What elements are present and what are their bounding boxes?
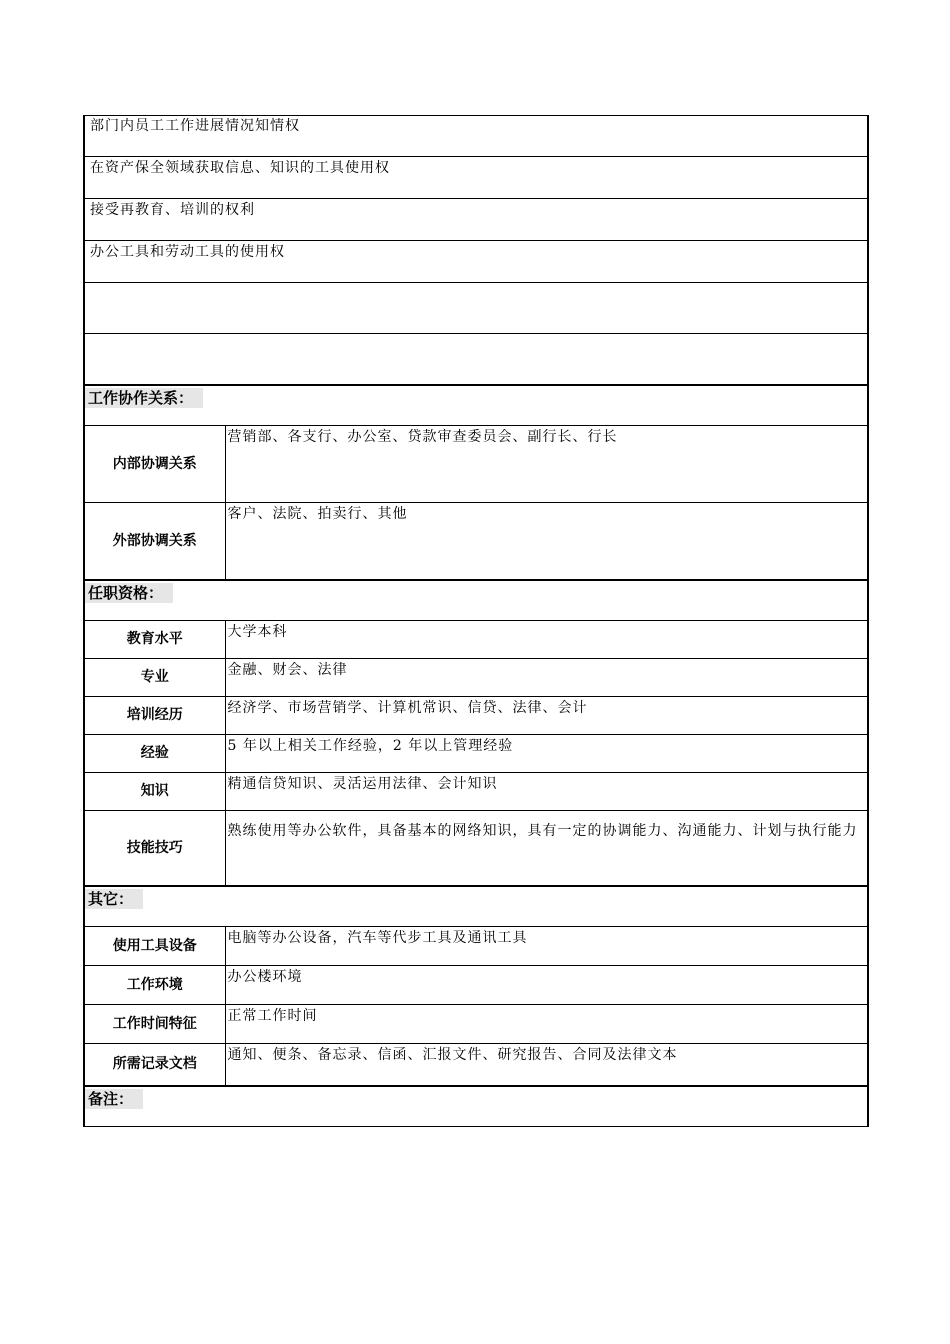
row-label: 内部协调关系 <box>84 426 225 503</box>
rights-cell <box>84 116 868 157</box>
section-title: 备注： <box>85 1089 143 1109</box>
section-title: 其它： <box>85 889 143 909</box>
rights-row <box>84 157 868 199</box>
rights-cell <box>84 283 868 334</box>
row-label: 使用工具设备 <box>84 927 225 966</box>
qualifications-section-header <box>84 580 868 621</box>
row-label: 教育水平 <box>84 620 225 658</box>
section-header-cell <box>84 886 868 927</box>
rights-row <box>84 283 868 334</box>
row-value: 5 年以上相关工作经验，2 年以上管理经验 <box>225 734 868 772</box>
row-label: 经验 <box>84 734 225 772</box>
rights-text: 办公工具和劳动工具的使用权 <box>90 244 285 260</box>
row-label: 技能技巧 <box>84 810 225 886</box>
row-value: 营销部、各支行、办公室、贷款审查委员会、副行长、行长 <box>225 426 868 503</box>
other-row <box>84 1044 868 1086</box>
row-label: 外部协调关系 <box>84 503 225 580</box>
rights-cell <box>84 199 868 241</box>
job-description-form <box>83 115 867 1127</box>
rights-cell <box>84 157 868 199</box>
row-value: 客户、法院、拍卖行、其他 <box>225 503 868 580</box>
row-value: 大学本科 <box>225 620 868 658</box>
qualification-row <box>84 658 868 696</box>
row-label: 工作时间特征 <box>84 1005 225 1044</box>
rights-row <box>84 199 868 241</box>
row-label: 知识 <box>84 772 225 810</box>
row-value: 电脑等办公设备，汽车等代步工具及通讯工具 <box>225 927 868 966</box>
rights-text: 部门内员工工作进展情况知情权 <box>90 118 300 134</box>
rights-row <box>84 334 868 386</box>
qualification-row <box>84 620 868 658</box>
rights-text: 在资产保全领域获取信息、知识的工具使用权 <box>90 160 390 176</box>
row-label: 所需记录文档 <box>84 1044 225 1086</box>
row-value: 正常工作时间 <box>225 1005 868 1044</box>
section-title: 工作协作关系： <box>85 388 203 408</box>
row-value: 金融、财会、法律 <box>225 658 868 696</box>
row-label: 工作环境 <box>84 966 225 1005</box>
cooperation-section-header <box>84 385 868 426</box>
row-value: 通知、便条、备忘录、信函、汇报文件、研究报告、合同及法律文本 <box>225 1044 868 1086</box>
rights-text: 接受再教育、培训的权利 <box>90 202 255 218</box>
row-label: 培训经历 <box>84 696 225 734</box>
section-header-cell <box>84 1086 868 1127</box>
cooperation-row <box>84 503 868 580</box>
qualification-row <box>84 772 868 810</box>
rights-cell <box>84 241 868 283</box>
row-label: 专业 <box>84 658 225 696</box>
other-row <box>84 966 868 1005</box>
row-value: 熟练使用等办公软件，具备基本的网络知识，具有一定的协调能力、沟通能力、计划与执行能力 <box>225 810 868 886</box>
row-value: 办公楼环境 <box>225 966 868 1005</box>
section-header-cell <box>84 580 868 621</box>
rights-row <box>84 241 868 283</box>
qualification-row <box>84 696 868 734</box>
other-row <box>84 927 868 966</box>
row-value: 精通信贷知识、灵活运用法律、会计知识 <box>225 772 868 810</box>
other-row <box>84 1005 868 1044</box>
row-value: 经济学、市场营销学、计算机常识、信贷、法律、会计 <box>225 696 868 734</box>
form-table <box>83 115 869 1127</box>
rights-row <box>84 116 868 157</box>
remarks-section <box>84 1086 868 1127</box>
rights-cell <box>84 334 868 386</box>
other-section-header <box>84 886 868 927</box>
cooperation-row <box>84 426 868 503</box>
qualification-row <box>84 734 868 772</box>
section-header-cell <box>84 385 868 426</box>
section-title: 任职资格： <box>85 583 173 603</box>
qualification-row <box>84 810 868 886</box>
